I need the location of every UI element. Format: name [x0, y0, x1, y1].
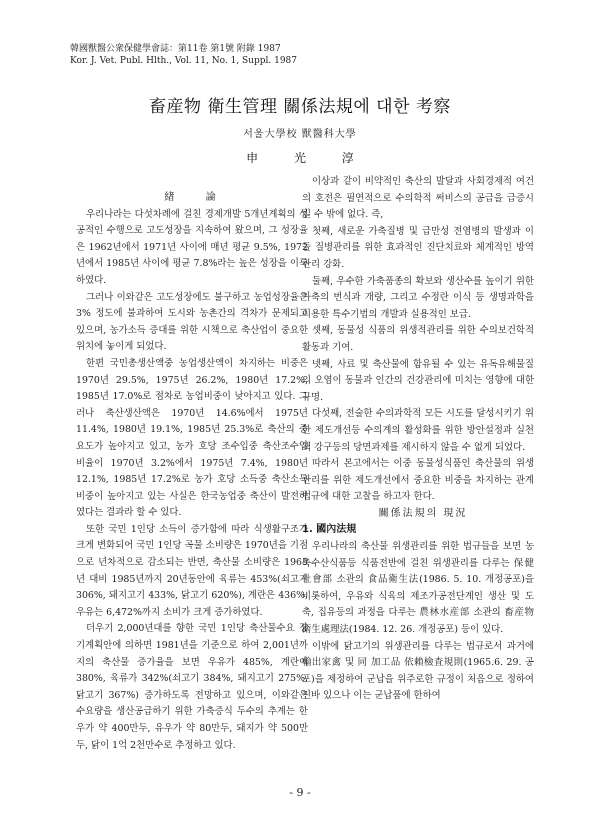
body-paragraph: 첫째, 새로운 가축질병 및 급만성 전염병의 발생과 이들 질병관리를 위한 효과적인 진단치료와 체계적인 방역관리 강화. [302, 225, 534, 270]
body-paragraph: 넷째, 사료 및 축산물에 함유될 수 있는 유독유해물질의 오염이 동물과 인간의 건강관리에 미치는 영향에 대한 규명. [302, 358, 534, 403]
body-paragraph: 우리나라의 축산물 위생관리를 위한 법규들을 보면 농축수산식품등 식품전반에 걸친 위생관리를 다루는 保健社會部 소관의 食品衛生法(1986. 5. 10. 개정공포)을 비롯하여, 우유와 식육의 제조가공전단계인 생산 및 도축, 집유등의 과정을 다루는 農林水産部 소관의 畜産物 衛生處理法(1984. 12. 26. 개정공포) 등이 있다. [302, 541, 534, 636]
journal-header-korean: 韓國獸醫公衆保健學會誌：第11卷 第1號 附錄 1987 [70, 44, 281, 54]
author-affiliation: 서울大學校 獸醫科大學 [243, 129, 357, 140]
page-number: - 9 - [289, 786, 311, 799]
right-column [302, 174, 534, 705]
body-paragraph: 셋째, 동물성 식품의 위생적관리를 위한 수의보건학적 활동과 기여. [302, 325, 534, 353]
body-paragraph: 이상과 같이 비약적인 축산의 발달과 사회경제적 여건의 호전은 필연적으로 수의학적 써비스의 공급을 급증시킬 수 밖에 없다. 즉, [302, 176, 534, 221]
body-paragraph: 따라서 본고에서는 이중 동물성식품인 축산물의 위생관리를 위한 제도개선에서 중요한 비중을 차지하는 관계법규에 대한 고찰을 하고자 한다. [302, 458, 534, 503]
subsection-heading-domestic-law: 1. 國內法規 [302, 524, 357, 536]
section-heading-introduction: 緖 論 [164, 192, 230, 203]
journal-header-english: Kor. J. Vet. Publ. Hlth., Vol. 11, No. 1, Suppl. 1987 [70, 56, 297, 66]
body-paragraph: 이밖에 닭고기의 위생관리를 다루는 법규로서 과거에 輸出家禽 및 同 加工品 依賴檢査規則(1965.6. 29. 공포)을 제정하여 군납을 위주로한 규정이 처음으로 정하여 진바 있으나 이는 군납품에 한하여 [302, 640, 534, 702]
author-name: 申 光 淳 [246, 151, 370, 165]
section-heading-regulations: 關係法規의 現況 [378, 507, 468, 519]
body-paragraph: 다섯째, 전술한 수의과학적 모든 시도를 달성시키기 위한 제도개선등 수의계의 활성화를 위한 방안설정과 실천책 강구등의 당면과제를 제시하지 않을 수 없게 되었다. [302, 408, 534, 453]
body-paragraph: 둘째, 우수한 가축품종의 확보와 생산수를 높이기 위한 가축의 번식과 개량, 그리고 수정란 이식 등 생명과학을 이용한 특수기법의 개발과 실용적인 보급. [302, 275, 534, 320]
body-paragraph: 더우기 2,000년대를 향한 국민 1인당 축산물수요 장기계획안에 의하면 1981년을 기준으로 하여 2,001년까지의 축산물 증가율을 보면 우유가 485%, 계란이 380%, 육류가 342%(쇠고기 384%, 돼지고기 275%, 닭고기 367%) 증가하도록 전망하고 있으며, 이와같은 수요량을 생산공급하기 위한 가축증식 두수의 추계는 한우가 약 400만두, 유우가 약 80만두, 돼지가 약 500만두, 닭이 1억 2천만수로 추정하고 있다. [76, 623, 308, 751]
left-column [76, 190, 308, 754]
body-paragraph: 그러나 이와같은 고도성장에도 불구하고 농업성장율은 3% 정도에 불과하여 도시와 농촌간의 격차가 문제되고 있으며, 농가소득 증대를 위한 시책으로 축산업이 중요한 위치에 놓이게 되었다. [76, 291, 308, 353]
body-paragraph: 또한 국민 1인당 소득이 증가함에 따라 식생활구조가 크게 변화되어 국민 1인당 곡물 소비량은 1970년을 기점으로 년차적으로 감소되는 반면, 축산물 소비량은 1965년 대비 1985년까지 20년동안에 육류는 453%(쇠고기 306%, 돼지고기 433%, 닭고기 620%), 계란은 436%, 우유는 6,472%까지 소비가 크게 증가하였다. [76, 523, 308, 618]
body-paragraph: 한편 국민총생산액중 농업생산액이 차지하는 비중은 1970년 29.5%, 1975년 26.2%, 1980년 17.2%, 1985년 17.0%로 점차로 농업비중이 낮아지고 있다. 그러나 축산생산액은 1970년 14.6%에서 1975년 11.4%, 1980년 19.1%, 1985년 25.3%로 축산의 중요도가 높아지고 있고, 농가 호당 조수입중 축산조수입 비율이 1970년 3.2%에서 1975년 7.4%, 1980년 12.1%, 1985년 17.2%로 농가 호당 소득중 축산소득 비중이 높아지고 있는 사실은 한국농업중 축산이 발전하였다는 결과라 할 수 있다. [76, 357, 308, 519]
paper-title: 畜産物 衛生管理 關係法規에 대한 考察 [149, 97, 451, 117]
body-paragraph: 우리나라는 다섯차례에 걸친 경제개발 5개년계획의 성공적인 수행으로 고도성장을 지속하여 왔으며, 그 성장율은 1962년에서 1971년 사이에 매년 평균 9.5%, 1972년에서 1985년 사이에 평균 7.8%라는 높은 성장을 이룩하였다. [76, 208, 308, 286]
